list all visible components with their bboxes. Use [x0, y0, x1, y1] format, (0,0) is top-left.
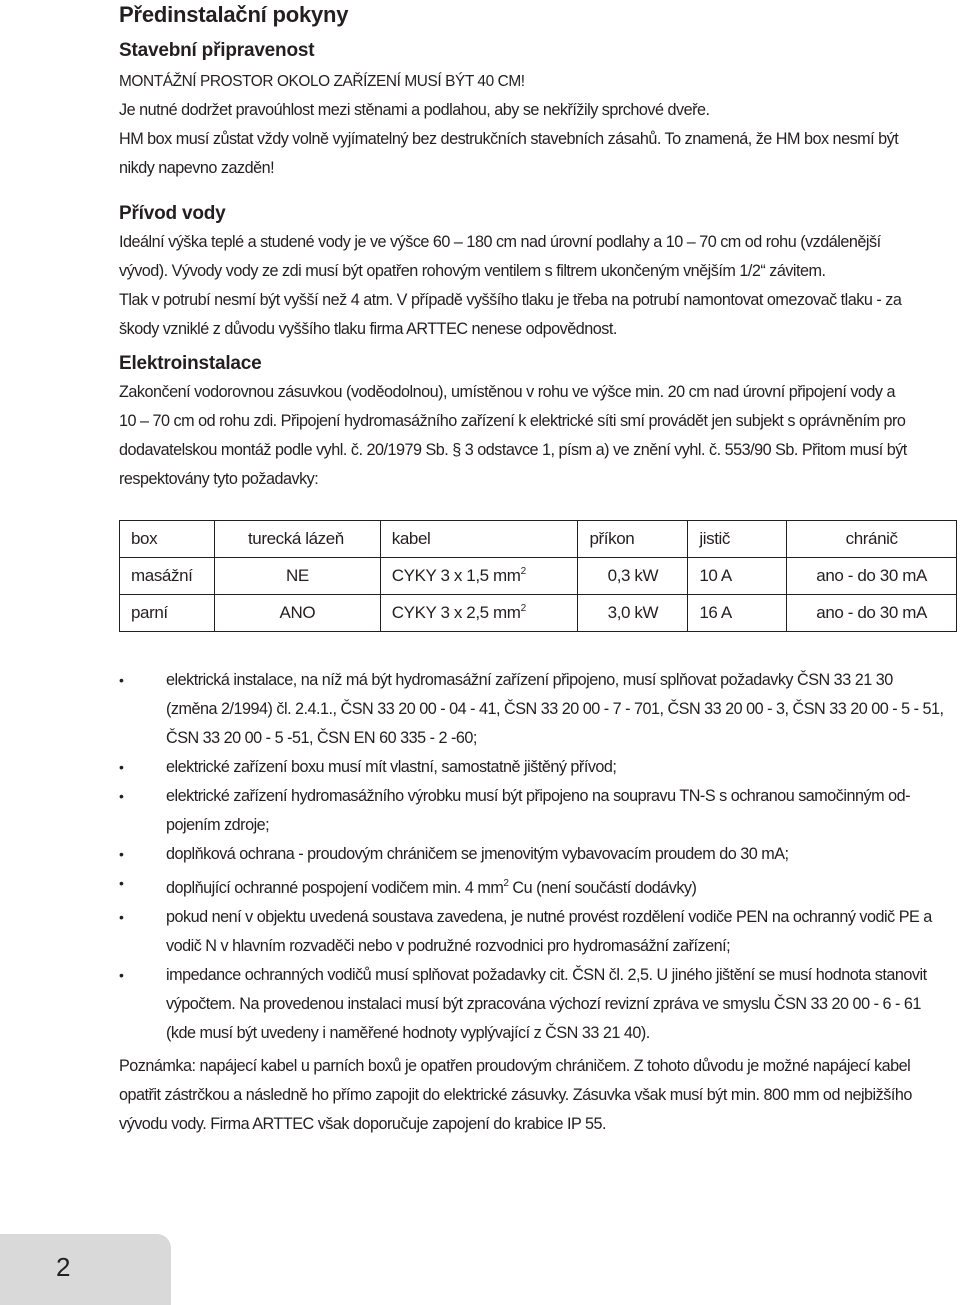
- list-item-line: doplňková ochrana - proudovým chráničem se jmenovitým vybavovacím proudem do 30 mA;: [166, 845, 789, 863]
- list-item: [119, 840, 949, 869]
- superscript: 2: [503, 878, 509, 889]
- table-cell: masážní: [120, 558, 215, 595]
- cable-text: CYKY 3 x 1,5 mm: [391, 566, 521, 585]
- list-item-line: impedance ochranných vodičů musí splňovat požadavky cit. ČSN čl. 2,5. U jiného jištění se musí hodnota stanovit: [166, 966, 927, 984]
- section-heading-electrical: Elektroinstalace: [119, 353, 262, 374]
- section-construction: [119, 40, 939, 183]
- bullet-icon: •: [119, 788, 124, 804]
- list-item-line: vodič N v hlavním rozvaděči nebo v podružné rozvodnici pro hydromasážní zařízení;: [166, 937, 731, 955]
- table-row: [120, 595, 957, 632]
- table-cell: parní: [120, 595, 215, 632]
- table-header-row: [120, 521, 957, 558]
- cable-text: CYKY 3 x 2,5 mm: [391, 603, 521, 622]
- bullet-icon: •: [119, 846, 124, 862]
- paragraph-line: vývodu vody. Firma ARTTEC však doporučuje zapojení do krabice IP 55.: [119, 1115, 606, 1133]
- table-header-cell: chránič: [787, 521, 957, 558]
- table-header-cell: kabel: [380, 521, 578, 558]
- paragraph-line: 10 – 70 cm od rohu zdi. Připojení hydromasážního zařízení k elektrické síti smí provádět jen subjekt s oprávněním pro: [119, 412, 906, 430]
- section-heading-water: Přívod vody: [119, 203, 226, 224]
- electrical-spec-table: [119, 520, 957, 632]
- table-cell: 10 A: [688, 558, 787, 595]
- section-heading-construction: Stavební připravenost: [119, 40, 315, 61]
- section-water-supply: [119, 203, 939, 344]
- bullet-icon: •: [119, 967, 124, 983]
- table-header-cell: box: [120, 521, 215, 558]
- paragraph-line: dodavatelskou montáž podle vyhl. č. 20/1979 Sb. § 3 odstavce 1, písm a) ve znění vyhl. č. 553/90 Sb. Přitom musí být: [119, 441, 907, 459]
- paragraph-line: vývod). Vývody vody ze zdi musí být opatřen rohovým ventilem s filtrem ukončeným vnějším 1/2“ závitem.: [119, 262, 826, 280]
- table-cell: ano - do 30 mA: [787, 595, 957, 632]
- list-item-line: pojením zdroje;: [166, 816, 270, 834]
- list-item: [119, 666, 949, 753]
- list-item-text: doplňující ochranné pospojení vodičem min. 4 mm: [166, 879, 504, 897]
- paragraph-line: HM box musí zůstat vždy volně vyjímatelný bez destrukčních stavebních zásahů. To znamená, že HM box nesmí být: [119, 130, 899, 148]
- paragraph-line: nikdy napevno zazděn!: [119, 159, 275, 177]
- table-cell: NE: [214, 558, 380, 595]
- bullet-icon: •: [119, 672, 124, 688]
- list-item-line: (kde musí být uvedeny i naměřené hodnoty vyplývající z ČSN 33 21 40).: [166, 1024, 650, 1042]
- table-cell: 16 A: [688, 595, 787, 632]
- list-item: [119, 782, 949, 840]
- paragraph-line: Zakončení vodorovnou zásuvkou (voděodolnou), umístěnou v rohu ve výšce min. 20 cm nad úrovní připojení vody a: [119, 383, 896, 401]
- page-number: 2: [56, 1252, 71, 1282]
- list-item-line: [166, 869, 949, 903]
- list-item: [119, 903, 949, 961]
- list-item-line: elektrická instalace, na níž má být hydromasážní zařízení připojeno, musí splňovat požadavky ČSN 33 21 30: [166, 671, 893, 689]
- requirements-list: [119, 666, 949, 1048]
- note-paragraph: [119, 1052, 939, 1139]
- paragraph-line: Je nutné dodržet pravoúhlost mezi stěnami a podlahou, aby se nekřížily sprchové dveře.: [119, 101, 710, 119]
- list-item-line: ČSN 33 20 00 - 5 -51, ČSN EN 60 335 - 2 -60;: [166, 729, 477, 747]
- paragraph-line: Poznámka: napájecí kabel u parních boxů je opatřen proudovým chráničem. Z tohoto důvodu je možné napájecí kabel: [119, 1057, 911, 1075]
- paragraph-line: MONTÁŽNÍ PROSTOR OKOLO ZAŘÍZENÍ MUSÍ BÝT 40 CM!: [119, 73, 525, 90]
- list-item: [119, 961, 949, 1048]
- list-item-line: (změna 2/1994) čl. 2.4.1., ČSN 33 20 00 - 04 - 41, ČSN 33 20 00 - 7 - 701, ČSN 33 20 00 - 3, ČSN 33 20 00 - 5 - 51,: [166, 700, 944, 718]
- list-item-line: elektrické zařízení hydromasážního výrobku musí být připojeno na soupravu TN-S s ochranou samočinným od-: [166, 787, 910, 805]
- table-header-cell: jistič: [688, 521, 787, 558]
- paragraph-line: Ideální výška teplé a studené vody je ve výšce 60 – 180 cm nad úrovní podlahy a 10 – 70 cm od rohu (vzdálenější: [119, 233, 881, 251]
- paragraph-line: opatřit zástrčkou a následně ho přímo zapojit do elektrické zásuvky. Zásuvka však musí být min. 800 mm od nejbižšího: [119, 1086, 912, 1104]
- table-cell: 0,3 kW: [578, 558, 688, 595]
- table-cell: ano - do 30 mA: [787, 558, 957, 595]
- paragraph-line: škody vzniklé z důvodu vyššího tlaku firma ARTTEC nenese odpovědnost.: [119, 320, 617, 338]
- section-electrical: [119, 353, 939, 494]
- table-cell: [380, 558, 578, 595]
- list-item: [119, 869, 949, 903]
- table-cell: 3,0 kW: [578, 595, 688, 632]
- list-item: [119, 753, 949, 782]
- paragraph-line: respektovány tyto požadavky:: [119, 470, 319, 488]
- list-item-line: elektrické zařízení boxu musí mít vlastní, samostatně jištěný přívod;: [166, 758, 617, 776]
- table-cell: ANO: [214, 595, 380, 632]
- table-header-cell: příkon: [578, 521, 688, 558]
- bullet-icon: •: [119, 875, 124, 891]
- bullet-icon: •: [119, 759, 124, 775]
- table-row: [120, 558, 957, 595]
- table-header-cell: turecká lázeň: [214, 521, 380, 558]
- list-item-line: výpočtem. Na provedenou instalaci musí být zpracována výchozí revizní zpráva ve smyslu ČSN 33 20 00 - 6 - 61: [166, 995, 921, 1013]
- page-title: Předinstalační pokyny: [119, 2, 349, 27]
- table-cell: [380, 595, 578, 632]
- superscript: 2: [520, 603, 526, 614]
- bullet-icon: •: [119, 909, 124, 925]
- paragraph-line: Tlak v potrubí nesmí být vyšší než 4 atm. V případě vyššího tlaku je třeba na potrubí namontovat omezovač tlaku - za: [119, 291, 902, 309]
- page-number-tab: [0, 1234, 171, 1305]
- list-item-line: pokud není v objektu uvedená soustava zavedena, je nutné provést rozdělení vodiče PEN na ochranný vodič PE a: [166, 908, 932, 926]
- list-item-text: Cu (není součástí dodávky): [508, 879, 697, 897]
- superscript: 2: [520, 566, 526, 577]
